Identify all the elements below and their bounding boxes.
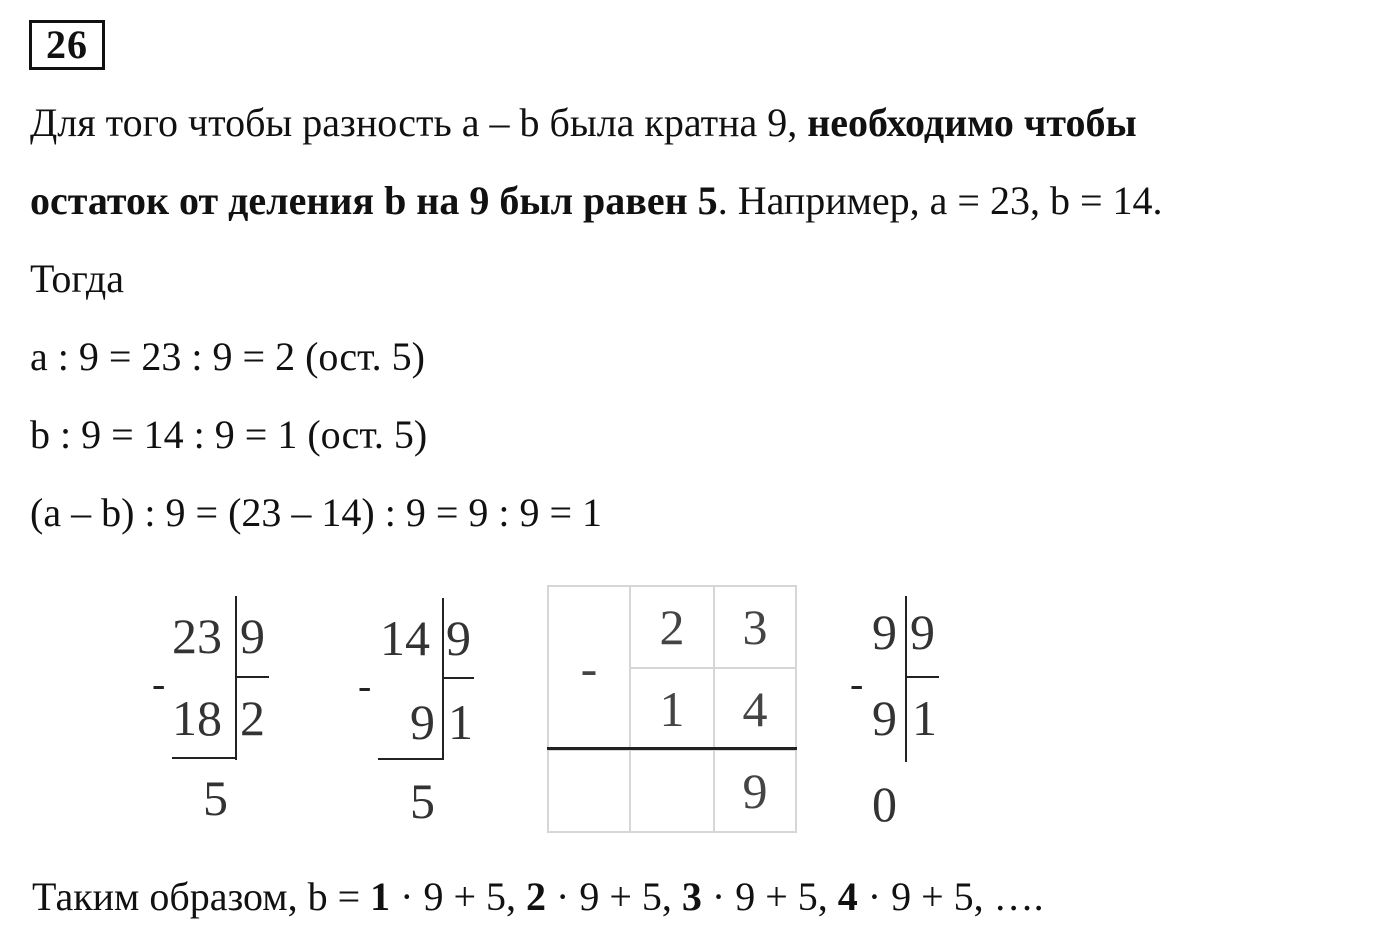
paragraph-line-1-bold: необходимо чтобы	[807, 100, 1137, 145]
division-3-subtrahend: 9	[872, 690, 897, 746]
division-2-quotient: 1	[448, 694, 473, 750]
division-1-vertical-line	[235, 596, 237, 760]
conclusion-t2: · 9 + 5,	[546, 874, 682, 919]
division-1-divisor: 9	[240, 608, 265, 664]
division-1-result-line	[172, 757, 236, 759]
division-2-divisor: 9	[446, 610, 471, 666]
division-2-minus: -	[358, 663, 372, 708]
division-1-quotient: 2	[240, 690, 265, 746]
paragraph-line-1	[30, 100, 1137, 146]
grid-top-ones: 3	[713, 585, 797, 669]
division-2-subtrahend: 9	[410, 694, 435, 750]
subtraction-grid	[547, 585, 797, 833]
paragraph-line-2-bold: остаток от деления b на 9 был равен 5	[30, 178, 718, 223]
grid-result-tens	[629, 749, 715, 833]
division-1-subtrahend: 18	[172, 690, 222, 746]
division-1-minus: -	[152, 661, 166, 706]
grid-result-line	[547, 747, 797, 750]
equation-a: a : 9 = 23 : 9 = 2 (ост. 5)	[30, 334, 425, 379]
conclusion-t1: · 9 + 5,	[390, 874, 527, 919]
division-3-vertical-line	[905, 596, 907, 762]
division-2-result-line	[378, 758, 444, 760]
division-1-remainder: 5	[203, 770, 228, 826]
task-number: 26	[29, 20, 105, 70]
division-2-vertical-line	[442, 598, 444, 760]
division-3-divisor: 9	[910, 604, 935, 660]
then-label: Тогда	[30, 256, 124, 301]
conclusion-k2: 2	[526, 874, 547, 919]
division-1-quotient-line	[237, 676, 269, 678]
conclusion-t3: · 9 + 5,	[701, 874, 838, 919]
grid-result-ones: 9	[713, 749, 797, 833]
equation-b: b : 9 = 14 : 9 = 1 (ост. 5)	[30, 412, 428, 457]
grid-top-tens: 2	[629, 585, 715, 669]
division-3-quotient: 1	[912, 690, 937, 746]
division-2-quotient-line	[444, 677, 474, 679]
conclusion-k3: 3	[681, 874, 702, 919]
grid-bottom-tens: 1	[629, 667, 715, 751]
paragraph-line-2	[30, 178, 1163, 224]
division-3-quotient-line	[907, 676, 939, 678]
conclusion-k1: 1	[370, 874, 391, 919]
division-2-dividend: 14	[380, 610, 430, 666]
conclusion-prefix: Таким образом, b =	[32, 874, 371, 919]
division-3-minus: -	[850, 661, 864, 706]
grid-bottom-ones: 4	[713, 667, 797, 751]
grid-result-empty	[547, 749, 631, 833]
conclusion-line	[32, 874, 1044, 920]
division-3-remainder: 0	[872, 776, 897, 832]
equation-difference: (a – b) : 9 = (23 – 14) : 9 = 9 : 9 = 1	[30, 490, 603, 535]
division-3-dividend: 9	[872, 604, 897, 660]
grid-minus-sign: -	[580, 640, 598, 696]
paragraph-line-1-text: Для того чтобы разность a – b была кратна 9,	[30, 100, 808, 145]
conclusion-t4: · 9 + 5, ….	[857, 874, 1044, 919]
conclusion-k4: 4	[837, 874, 858, 919]
division-1-dividend: 23	[172, 608, 222, 664]
division-2-remainder: 5	[410, 773, 435, 829]
grid-sign-cell	[547, 585, 631, 751]
paragraph-line-2-text: . Например, a = 23, b = 14.	[717, 178, 1163, 223]
